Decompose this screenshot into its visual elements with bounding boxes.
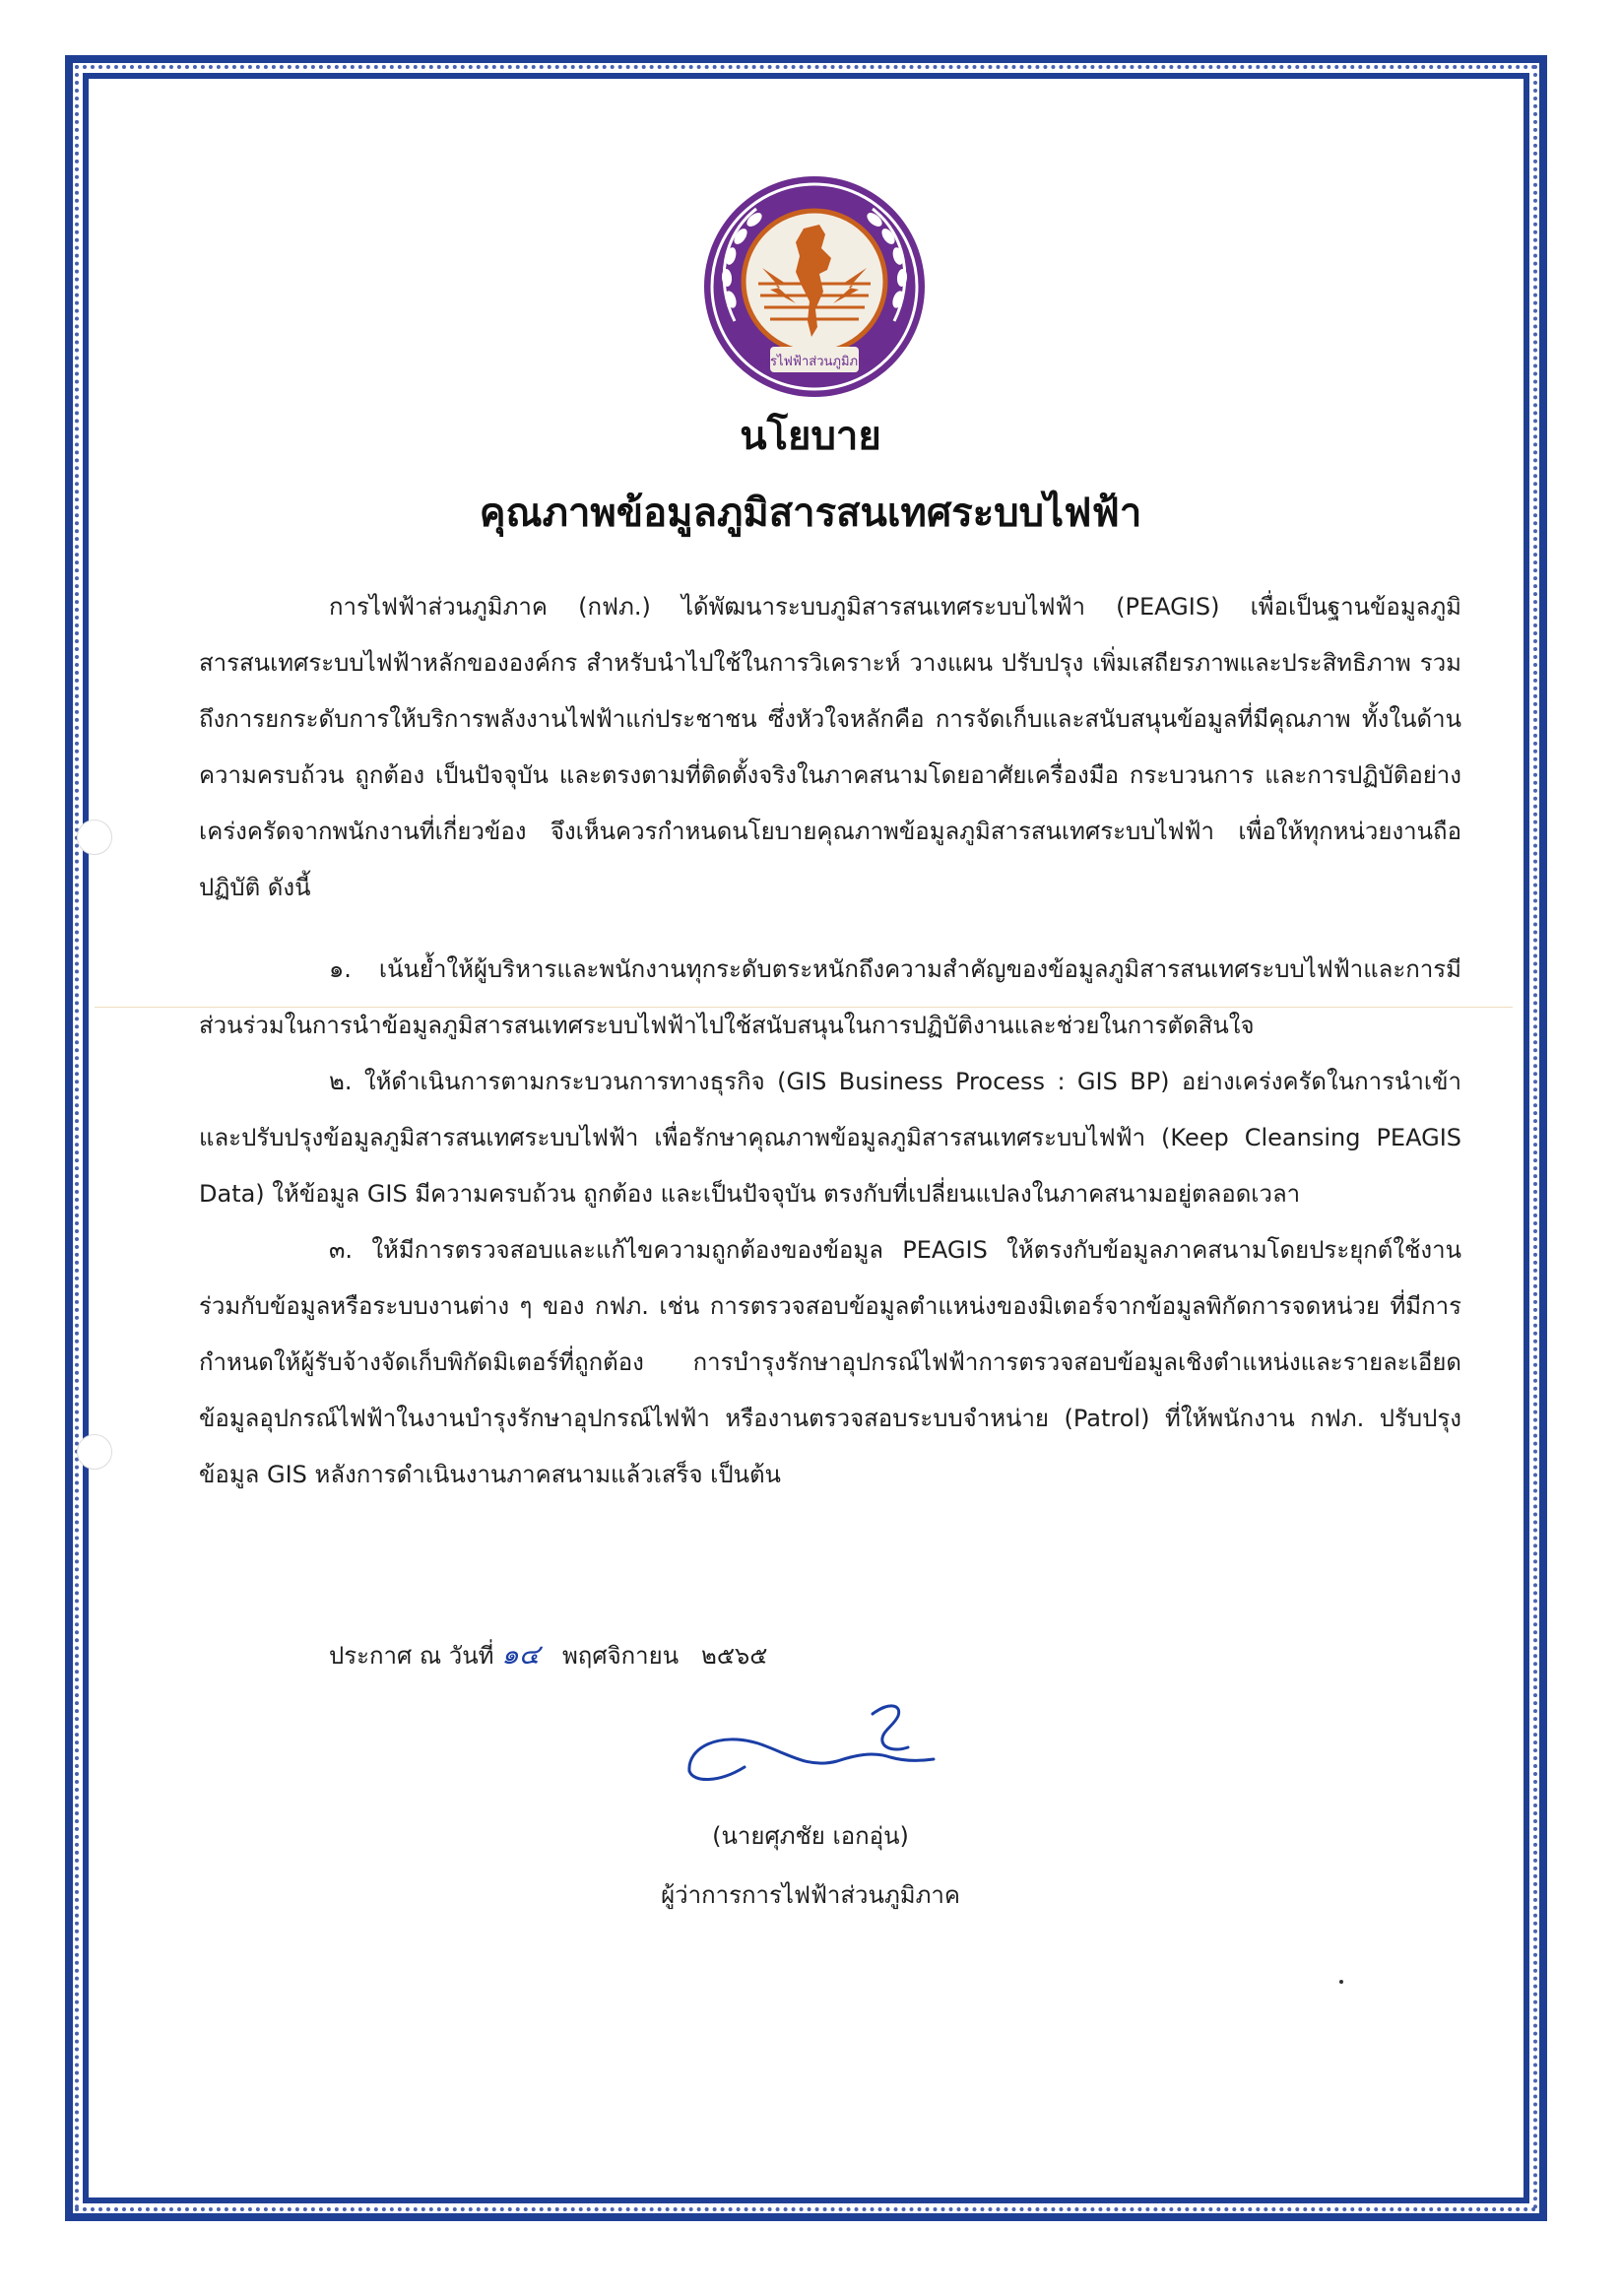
announcement-month: พฤศจิกายน [561, 1642, 680, 1670]
document-title: นโยบาย [740, 414, 881, 459]
signer-title: ผู้ว่าการการไฟฟ้าส่วนภูมิภาค [661, 1881, 960, 1909]
pea-logo-emblem [701, 173, 928, 400]
announcement-prefix: ประกาศ ณ วันที่ [329, 1642, 494, 1670]
document-subtitle: คุณภาพข้อมูลภูมิสารสนเทศระบบไฟฟ้า [479, 491, 1142, 536]
intro-paragraph: การไฟฟ้าส่วนภูมิภาค (กฟภ.) ได้พัฒนาระบบภูมิสารสนเทศระบบไฟฟ้า (PEAGIS) เพื่อเป็นฐานข้อมูลภูมิสารสนเทศระบบไฟฟ้าหลักขององค์กร สำหรับนำไปใช้ในการวิเคราะห์ วางแผน ปรับปรุง เพิ่มเสถียรภาพและประสิทธิภาพ รวมถึงการยกระดับการให้บริการพลังงานไฟฟ้าแก่ประชาชน ซึ่งหัวใจหลักคือ การจัดเก็บและสนับสนุนข้อมูลที่มีคุณภาพ ทั้งในด้านความครบถ้วน ถูกต้อง เป็นปัจจุบัน และตรงตามที่ติดตั้งจริงในภาคสนามโดยอาศัยเครื่องมือ กระบวนการ และการปฏิบัติอย่างเคร่งครัดจากพนักงานที่เกี่ยวข้อง จึงเห็นควรกำหนดนโยบายคุณภาพข้อมูลภูมิสารสนเทศระบบไฟฟ้า เพื่อให้ทุกหน่วยงานถือปฏิบัติ ดังนี้ [199, 593, 1461, 901]
signer-name: (นายศุภชัย เอกอุ่น) [712, 1822, 909, 1850]
announcement-year: ๒๕๖๕ [701, 1642, 768, 1670]
signature-mark [680, 1692, 945, 1801]
announcement-day: ๑๔ [501, 1638, 541, 1671]
paper-speck [1339, 1980, 1343, 1984]
document-body [199, 579, 1461, 1503]
signature [680, 1692, 945, 1801]
policy-item-1: ๑. เน้นย้ำให้ผู้บริหารและพนักงานทุกระดับตระหนักถึงความสำคัญของข้อมูลภูมิสารสนเทศระบบไฟฟ้าและการมีส่วนร่วมในการนำข้อมูลภูมิสารสนเทศระบบไฟฟ้าไปใช้สนับสนุนในการปฏิบัติงานและช่วยในการตัดสินใจ [199, 955, 1461, 1039]
policy-item-2: ๒. ให้ดำเนินการตามกระบวนการทางธุรกิจ (GIS Business Process : GIS BP) อย่างเคร่งครัดในการนำเข้าและปรับปรุงข้อมูลภูมิสารสนเทศระบบไฟฟ้า เพื่อรักษาคุณภาพข้อมูลภูมิสารสนเทศระบบไฟฟ้า (Keep Cleansing PEAGIS Data) ให้ข้อมูล GIS มีความครบถ้วน ถูกต้อง และเป็นปัจจุบัน ตรงกับที่เปลี่ยนแปลงในภาคสนามอยู่ตลอดเวลา [199, 1068, 1461, 1208]
announcement-date [329, 1635, 767, 1675]
punch-hole-top [77, 820, 112, 855]
punch-hole-bottom [77, 1434, 112, 1470]
pea-logo [701, 173, 928, 400]
policy-item-3: ๓. ให้มีการตรวจสอบและแก้ไขความถูกต้องของข้อมูล PEAGIS ให้ตรงกับข้อมูลภาคสนามโดยประยุกต์ใช้งานร่วมกับข้อมูลหรือระบบงานต่าง ๆ ของ กฟภ. เช่น การตรวจสอบข้อมูลตำแหน่งของมิเตอร์จากข้อมูลพิกัดการจดหน่วย ที่มีการกำหนดให้ผู้รับจ้างจัดเก็บพิกัดมิเตอร์ที่ถูกต้อง การบำรุงรักษาอุปกรณ์ไฟฟ้าการตรวจสอบข้อมูลเชิงตำแหน่งและรายละเอียดข้อมูลอุปกรณ์ไฟฟ้าในงานบำรุงรักษาอุปกรณ์ไฟฟ้า หรืองานตรวจสอบระบบจำหน่าย (Patrol) ที่ให้พนักงาน กฟภ. ปรับปรุงข้อมูล GIS หลังการดำเนินงานภาคสนามแล้วเสร็จ เป็นต้น [199, 1236, 1461, 1488]
logo-text: การไฟฟ้าส่วนภูมิภาค [754, 355, 875, 369]
